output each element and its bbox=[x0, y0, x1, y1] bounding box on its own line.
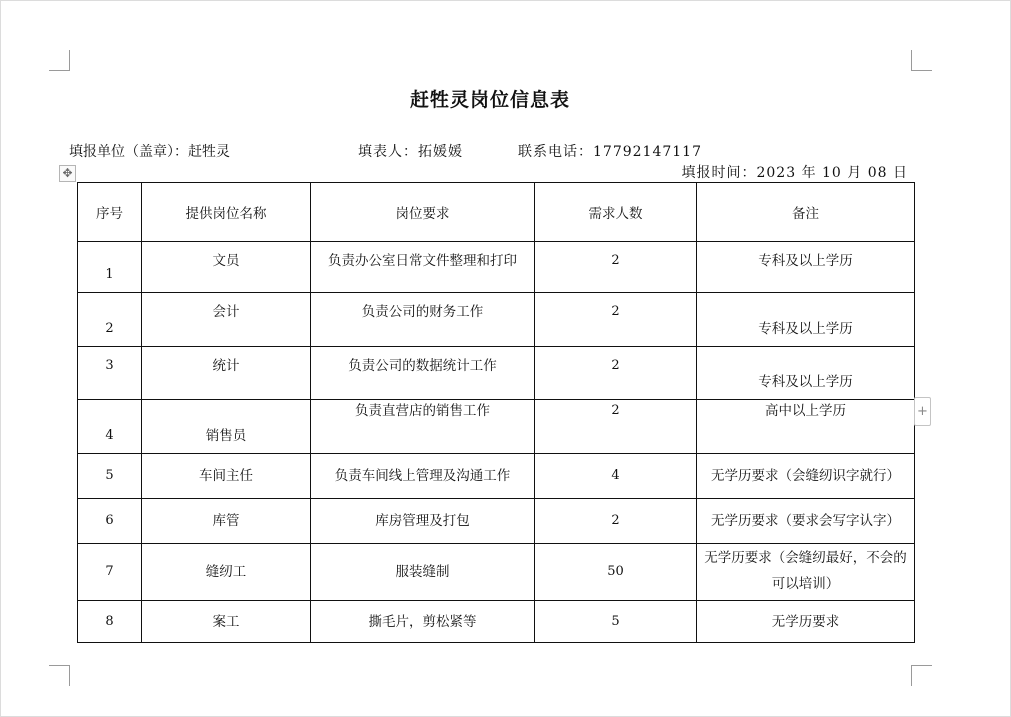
cell-requirement: 库房管理及打包 bbox=[375, 513, 470, 529]
cell-no: 3 bbox=[105, 358, 114, 373]
table-move-handle-icon[interactable]: ✥ bbox=[59, 165, 76, 182]
cell-requirement: 负责公司的财务工作 bbox=[361, 304, 484, 320]
cell-count: 2 bbox=[611, 513, 620, 528]
cell-note: 无学历要求（会缝纫识字就行） bbox=[711, 468, 900, 484]
add-row-plus-icon[interactable]: + bbox=[914, 397, 931, 426]
table-row bbox=[78, 242, 915, 293]
cell-no: 2 bbox=[105, 321, 114, 336]
cell-no: 1 bbox=[105, 267, 114, 282]
form-filler: 填表人：拓媛媛 bbox=[358, 144, 463, 160]
cell-position: 车间主任 bbox=[199, 468, 253, 484]
cell-position: 库管 bbox=[212, 513, 240, 529]
margin-corner-top-left bbox=[49, 50, 70, 71]
cell-position: 销售员 bbox=[205, 428, 247, 444]
cell-note: 高中以上学历 bbox=[765, 403, 846, 419]
cell-note: 无学历要求（会缝纫最好，不会的可以培训） bbox=[704, 550, 907, 592]
cell-note: 无学历要求（要求会写字认字） bbox=[711, 513, 900, 529]
report-date: 填报时间：2023 年 10 月 08 日 bbox=[681, 165, 908, 181]
table-row bbox=[78, 293, 915, 347]
margin-corner-top-right bbox=[911, 50, 932, 71]
cell-note: 专科及以上学历 bbox=[758, 374, 853, 390]
cell-no: 6 bbox=[105, 513, 114, 528]
cell-requirement: 负责车间线上管理及沟通工作 bbox=[334, 468, 511, 484]
margin-corner-bottom-left bbox=[49, 665, 70, 686]
header-no: 序号 bbox=[78, 183, 142, 242]
document-title: 赶牲灵岗位信息表 bbox=[409, 89, 570, 111]
table-row bbox=[78, 499, 915, 544]
contact-phone: 联系电话：17792147117 bbox=[518, 144, 702, 160]
positions-table bbox=[77, 182, 915, 643]
cell-count: 2 bbox=[611, 253, 620, 268]
cell-note: 无学历要求 bbox=[771, 613, 840, 630]
margin-corner-bottom-right bbox=[911, 665, 932, 686]
header-note: 备注 bbox=[697, 183, 915, 242]
table-row bbox=[78, 400, 915, 454]
cell-position: 会计 bbox=[212, 304, 240, 320]
cell-position: 统计 bbox=[212, 358, 240, 374]
header-count: 需求人数 bbox=[535, 183, 697, 242]
cell-position: 案工 bbox=[212, 613, 240, 630]
cell-count: 5 bbox=[611, 613, 620, 629]
cell-requirement: 负责直营店的销售工作 bbox=[355, 403, 490, 419]
cell-no: 7 bbox=[105, 564, 114, 579]
cell-no: 8 bbox=[105, 613, 114, 629]
cell-requirement: 负责办公室日常文件整理和打印 bbox=[328, 253, 517, 269]
cell-count: 2 bbox=[611, 304, 620, 319]
cell-position: 文员 bbox=[212, 253, 240, 269]
cell-note: 专科及以上学历 bbox=[758, 253, 853, 269]
cell-position: 缝纫工 bbox=[205, 564, 247, 580]
cell-requirement: 撕毛片，剪松紧等 bbox=[368, 613, 477, 630]
cell-count: 2 bbox=[611, 358, 620, 373]
header-requirement: 岗位要求 bbox=[311, 183, 535, 242]
table-row bbox=[78, 601, 915, 643]
table-row bbox=[78, 347, 915, 400]
cell-count: 4 bbox=[611, 468, 620, 483]
cell-count: 50 bbox=[607, 564, 624, 579]
table-header-row bbox=[78, 183, 915, 242]
cell-no: 5 bbox=[105, 468, 114, 483]
header-position: 提供岗位名称 bbox=[142, 183, 311, 242]
cell-no: 4 bbox=[105, 428, 114, 443]
cell-note: 专科及以上学历 bbox=[758, 321, 853, 337]
reporting-unit: 填报单位（盖章）：赶牲灵 bbox=[69, 144, 230, 160]
cell-requirement: 负责公司的数据统计工作 bbox=[348, 358, 497, 374]
table-row bbox=[78, 544, 915, 601]
cell-requirement: 服装缝制 bbox=[395, 564, 450, 580]
table-row bbox=[78, 454, 915, 499]
cell-count: 2 bbox=[611, 403, 620, 418]
